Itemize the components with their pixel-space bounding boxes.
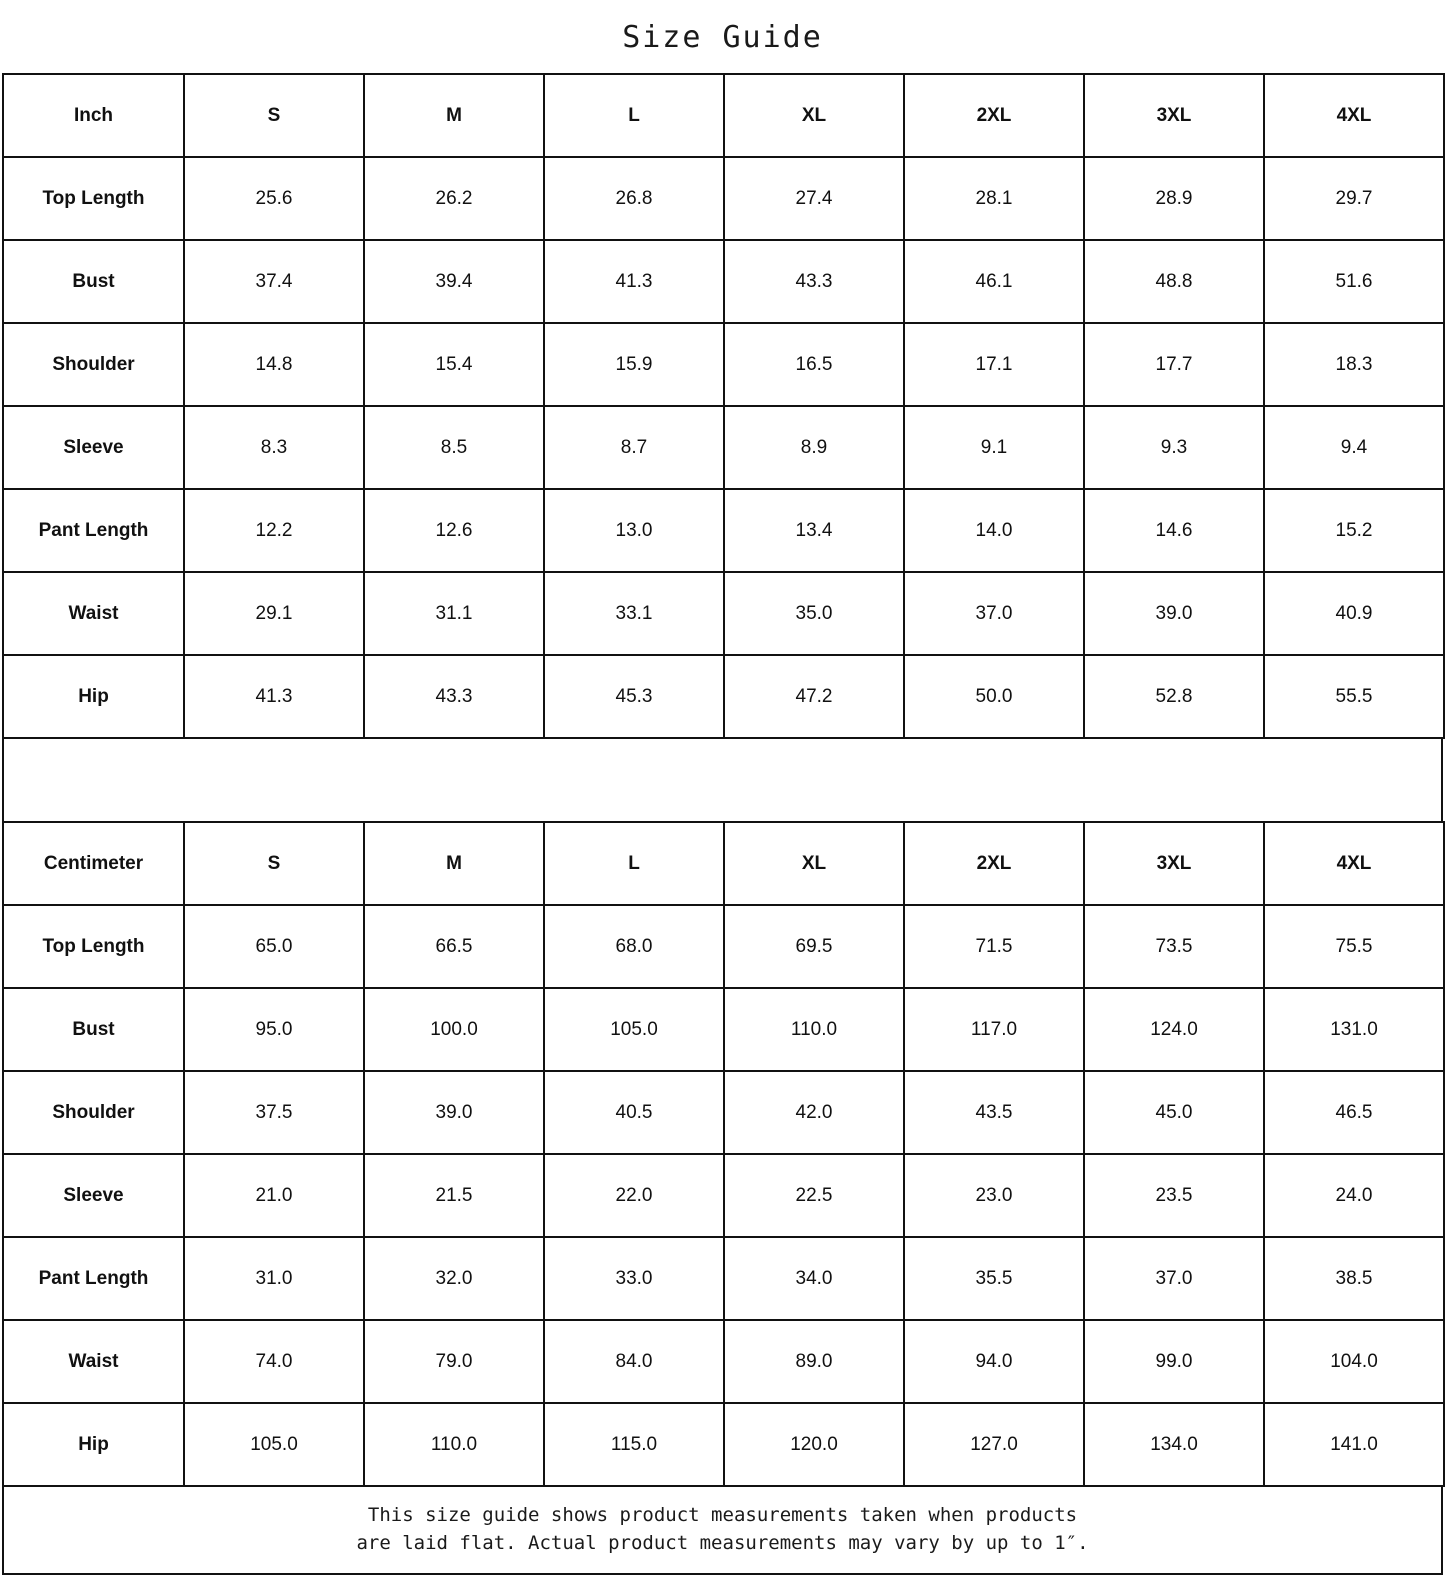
cell-value: 120.0 [724,1403,904,1486]
cell-value: 141.0 [1264,1403,1444,1486]
cell-value: 33.1 [544,572,724,655]
cell-value: 39.0 [364,1071,544,1154]
table-header-row [3,74,1444,157]
size-header-4xl: 4XL [1264,74,1444,157]
table-header-row [3,822,1444,905]
footnote [2,1487,1443,1575]
cell-value: 23.5 [1084,1154,1264,1237]
cell-value: 47.2 [724,655,904,738]
cell-value: 65.0 [184,905,364,988]
cell-value: 8.5 [364,406,544,489]
cell-value: 17.7 [1084,323,1264,406]
cell-value: 50.0 [904,655,1084,738]
unit-header-centimeter: Centimeter [3,822,184,905]
cell-value: 37.0 [1084,1237,1264,1320]
cell-value: 131.0 [1264,988,1444,1071]
cell-value: 69.5 [724,905,904,988]
cell-value: 104.0 [1264,1320,1444,1403]
cell-value: 15.9 [544,323,724,406]
cell-value: 24.0 [1264,1154,1444,1237]
cell-value: 38.5 [1264,1237,1444,1320]
row-label-sleeve: Sleeve [3,406,184,489]
cell-value: 37.0 [904,572,1084,655]
cell-value: 95.0 [184,988,364,1071]
cell-value: 15.4 [364,323,544,406]
row-label-hip: Hip [3,1403,184,1486]
size-header-2xl: 2XL [904,822,1084,905]
cell-value: 46.1 [904,240,1084,323]
cell-value: 84.0 [544,1320,724,1403]
row-label-hip: Hip [3,655,184,738]
cell-value: 33.0 [544,1237,724,1320]
cell-value: 27.4 [724,157,904,240]
table-row [3,988,1444,1071]
cell-value: 12.2 [184,489,364,572]
cell-value: 68.0 [544,905,724,988]
size-table-inch [2,73,1445,739]
cell-value: 13.0 [544,489,724,572]
cell-value: 42.0 [724,1071,904,1154]
size-header-l: L [544,74,724,157]
cell-value: 45.3 [544,655,724,738]
table-row [3,655,1444,738]
cell-value: 134.0 [1084,1403,1264,1486]
cell-value: 117.0 [904,988,1084,1071]
row-label-pant-length: Pant Length [3,1237,184,1320]
cell-value: 35.5 [904,1237,1084,1320]
cell-value: 37.5 [184,1071,364,1154]
cell-value: 100.0 [364,988,544,1071]
cell-value: 99.0 [1084,1320,1264,1403]
table-row [3,905,1444,988]
cell-value: 41.3 [544,240,724,323]
cell-value: 31.0 [184,1237,364,1320]
table-row [3,1071,1444,1154]
size-header-xl: XL [724,822,904,905]
table-gap [2,739,1443,821]
footnote-line-2: are laid flat. Actual product measurements may vary by up to 1″. [356,1532,1089,1554]
cell-value: 26.8 [544,157,724,240]
cell-value: 43.3 [724,240,904,323]
row-label-sleeve: Sleeve [3,1154,184,1237]
cell-value: 31.1 [364,572,544,655]
size-header-s: S [184,74,364,157]
cell-value: 37.4 [184,240,364,323]
cell-value: 13.4 [724,489,904,572]
cell-value: 9.1 [904,406,1084,489]
cell-value: 16.5 [724,323,904,406]
cell-value: 55.5 [1264,655,1444,738]
size-header-l: L [544,822,724,905]
cell-value: 71.5 [904,905,1084,988]
cell-value: 14.0 [904,489,1084,572]
cell-value: 48.8 [1084,240,1264,323]
cell-value: 28.9 [1084,157,1264,240]
cell-value: 127.0 [904,1403,1084,1486]
size-header-3xl: 3XL [1084,74,1264,157]
page-title: Size Guide [622,20,823,55]
table-row [3,1403,1444,1486]
cell-value: 28.1 [904,157,1084,240]
cell-value: 73.5 [1084,905,1264,988]
row-label-waist: Waist [3,1320,184,1403]
cell-value: 21.0 [184,1154,364,1237]
size-header-xl: XL [724,74,904,157]
cell-value: 105.0 [184,1403,364,1486]
cell-value: 66.5 [364,905,544,988]
cell-value: 39.4 [364,240,544,323]
cell-value: 26.2 [364,157,544,240]
cell-value: 12.6 [364,489,544,572]
cell-value: 41.3 [184,655,364,738]
cell-value: 8.3 [184,406,364,489]
cell-value: 14.8 [184,323,364,406]
footnote-line-1: This size guide shows product measurements taken when products [367,1504,1078,1526]
cell-value: 17.1 [904,323,1084,406]
row-label-shoulder: Shoulder [3,1071,184,1154]
cell-value: 25.6 [184,157,364,240]
table-row [3,489,1444,572]
size-header-3xl: 3XL [1084,822,1264,905]
table-row [3,406,1444,489]
row-label-pant-length: Pant Length [3,489,184,572]
size-header-4xl: 4XL [1264,822,1444,905]
size-header-m: M [364,74,544,157]
size-header-s: S [184,822,364,905]
cell-value: 124.0 [1084,988,1264,1071]
cell-value: 51.6 [1264,240,1444,323]
table-row [3,323,1444,406]
cell-value: 9.4 [1264,406,1444,489]
size-table-centimeter [2,821,1445,1487]
cell-value: 29.7 [1264,157,1444,240]
cell-value: 43.3 [364,655,544,738]
cell-value: 43.5 [904,1071,1084,1154]
cell-value: 110.0 [724,988,904,1071]
cell-value: 23.0 [904,1154,1084,1237]
table-row [3,1154,1444,1237]
cell-value: 8.7 [544,406,724,489]
table-row [3,240,1444,323]
table-row [3,157,1444,240]
cell-value: 40.5 [544,1071,724,1154]
cell-value: 46.5 [1264,1071,1444,1154]
cell-value: 9.3 [1084,406,1264,489]
cell-value: 110.0 [364,1403,544,1486]
cell-value: 18.3 [1264,323,1444,406]
cell-value: 52.8 [1084,655,1264,738]
cell-value: 15.2 [1264,489,1444,572]
size-header-m: M [364,822,544,905]
cell-value: 39.0 [1084,572,1264,655]
cell-value: 40.9 [1264,572,1444,655]
row-label-top-length: Top Length [3,157,184,240]
cell-value: 115.0 [544,1403,724,1486]
cell-value: 32.0 [364,1237,544,1320]
cell-value: 35.0 [724,572,904,655]
size-header-2xl: 2XL [904,74,1084,157]
row-label-waist: Waist [3,572,184,655]
cell-value: 105.0 [544,988,724,1071]
cell-value: 14.6 [1084,489,1264,572]
cell-value: 29.1 [184,572,364,655]
unit-header-inch: Inch [3,74,184,157]
cell-value: 22.5 [724,1154,904,1237]
cell-value: 34.0 [724,1237,904,1320]
row-label-shoulder: Shoulder [3,323,184,406]
cell-value: 79.0 [364,1320,544,1403]
row-label-bust: Bust [3,240,184,323]
cell-value: 94.0 [904,1320,1084,1403]
cell-value: 45.0 [1084,1071,1264,1154]
table-row [3,1320,1444,1403]
table-row [3,572,1444,655]
cell-value: 89.0 [724,1320,904,1403]
cell-value: 8.9 [724,406,904,489]
row-label-bust: Bust [3,988,184,1071]
cell-value: 74.0 [184,1320,364,1403]
row-label-top-length: Top Length [3,905,184,988]
cell-value: 22.0 [544,1154,724,1237]
cell-value: 21.5 [364,1154,544,1237]
table-row [3,1237,1444,1320]
cell-value: 75.5 [1264,905,1444,988]
